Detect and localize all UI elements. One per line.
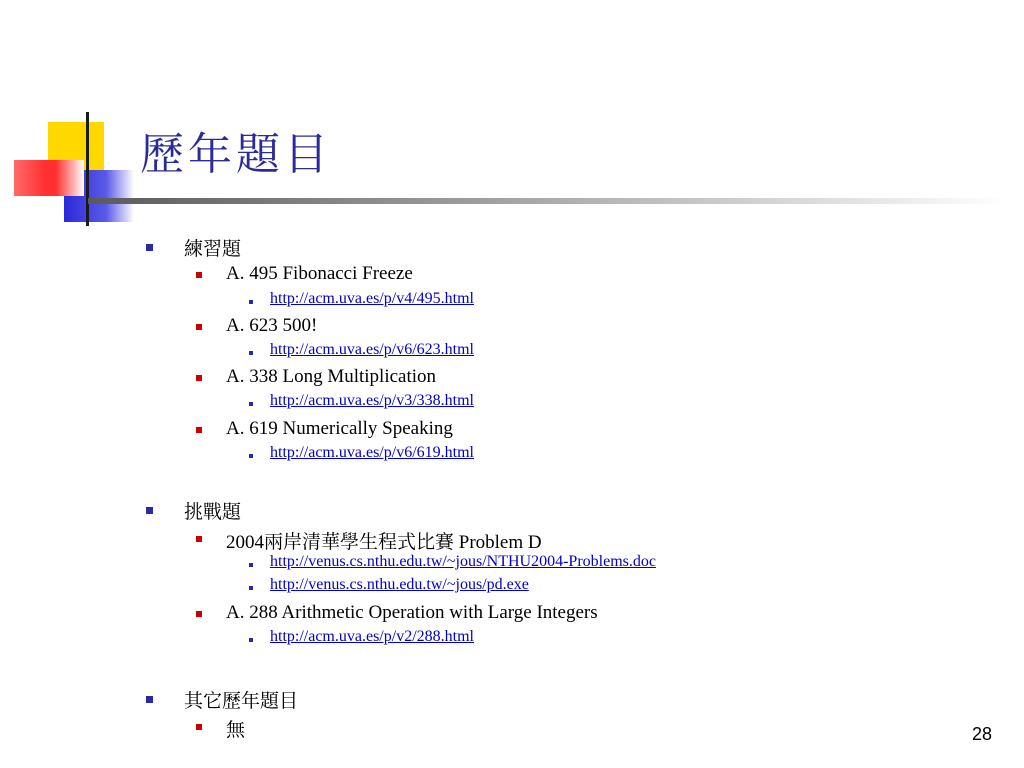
bullet-level2	[196, 724, 202, 730]
problem-item: A. 338 Long Multiplication	[226, 366, 437, 387]
bullet-level2	[196, 375, 202, 381]
problem-link[interactable]: http://acm.uva.es/p/v6/619.html	[270, 444, 474, 461]
problem-item: 無	[226, 719, 246, 741]
bullet-level1	[146, 696, 153, 703]
problem-item: A. 619 Numerically Speaking	[226, 418, 453, 439]
bullet-level1	[146, 507, 153, 514]
bullet-level3	[249, 586, 253, 590]
problem-link[interactable]: http://venus.cs.nthu.edu.tw/~jous/NTHU2004-Problems.doc	[270, 553, 656, 570]
bullet-level3	[249, 454, 253, 458]
slide-title: 歷年題目	[140, 129, 332, 180]
bullet-level3	[249, 402, 253, 406]
bullet-level3	[249, 563, 253, 567]
bullet-level2	[196, 324, 202, 330]
page-number: 28	[971, 724, 992, 744]
problem-item: A. 495 Fibonacci Freeze	[226, 263, 413, 284]
bullet-level2	[196, 536, 202, 542]
bullet-level3	[249, 300, 253, 304]
problem-item: 2004兩岸清華學生程式比賽 Problem D	[226, 532, 542, 553]
section-heading: 其它歷年題目	[184, 690, 299, 712]
bullet-level2	[196, 611, 202, 617]
problem-link[interactable]: http://acm.uva.es/p/v3/338.html	[270, 392, 474, 409]
bullet-level2	[196, 272, 202, 278]
section-heading: 練習題	[184, 238, 242, 260]
bullet-level3	[249, 351, 253, 355]
problem-link[interactable]: http://acm.uva.es/p/v6/623.html	[270, 341, 474, 358]
problem-item: A. 288 Arithmetic Operation with Large Integers	[226, 602, 598, 623]
problem-link[interactable]: http://acm.uva.es/p/v4/495.html	[270, 290, 474, 307]
problem-link[interactable]: http://venus.cs.nthu.edu.tw/~jous/pd.exe	[270, 576, 529, 593]
problem-link[interactable]: http://acm.uva.es/p/v2/288.html	[270, 628, 474, 645]
bullet-level1	[146, 244, 153, 251]
problem-item: A. 623 500!	[226, 315, 318, 336]
bullet-level2	[196, 427, 202, 433]
section-heading: 挑戰題	[184, 501, 242, 523]
bullet-level3	[249, 638, 253, 642]
